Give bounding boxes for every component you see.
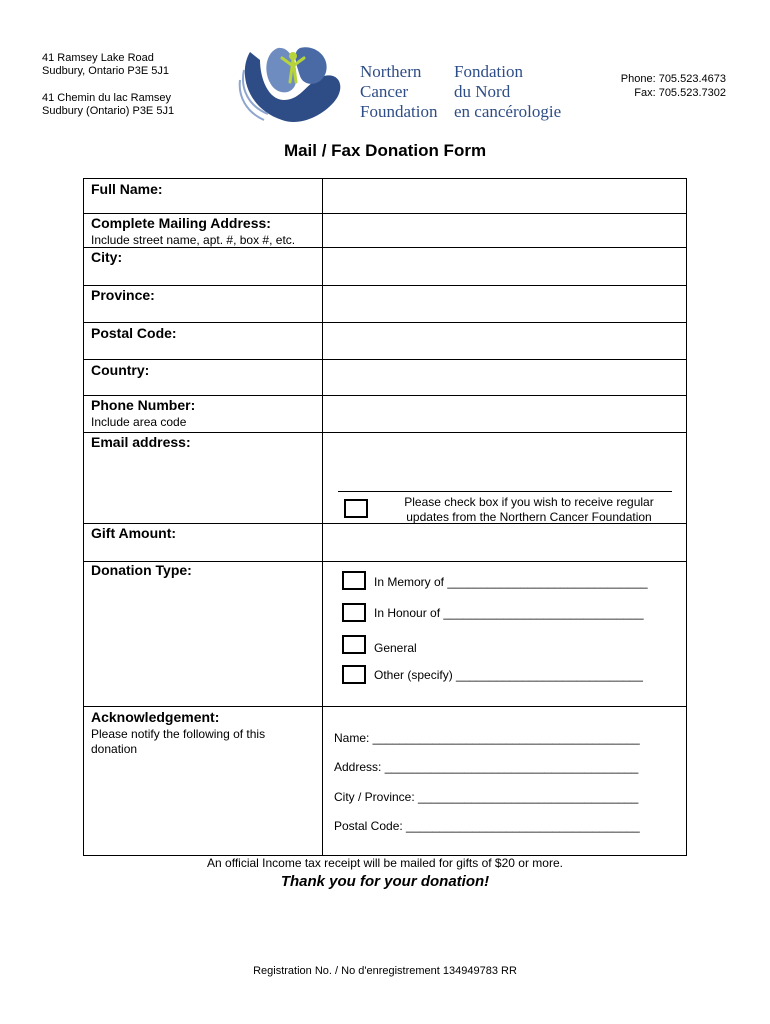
contact-info [621,72,726,100]
general-checkbox[interactable] [342,635,366,654]
general-option: General [374,641,417,655]
logo-french-name [454,62,561,122]
in-honour-option: In Honour of ______________________________ [374,606,644,620]
updates-checkbox[interactable] [344,499,368,518]
logo-word: Northern [360,62,422,81]
acknowledgement-label: Acknowledgement: [91,709,220,725]
gift-amount-label: Gift Amount: [91,525,177,541]
row-divider [84,706,686,707]
address-line: Sudbury (Ontario) P3E 5J1 [42,105,175,117]
mailing-address-field[interactable] [324,214,686,247]
gift-amount-field[interactable] [324,524,686,561]
address-line: 41 Chemin du lac Ramsey [42,92,172,104]
donation-form [83,178,687,856]
logo-word: Fondation [454,62,523,81]
email-field[interactable] [324,433,686,489]
address-line: 41 Ramsey Lake Road [42,52,154,64]
phone-text: Phone: 705.523.4673 [620,73,726,85]
ack-address-field[interactable]: Address: ______________________________________ [334,760,639,774]
email-label: Email address: [91,434,191,450]
logo-word: Foundation [360,102,438,121]
tax-receipt-note: An official Income tax receipt will be mailed for gifts of $20 or more. [207,856,563,870]
page-title: Mail / Fax Donation Form [283,141,487,160]
logo-word: du Nord [454,82,511,101]
column-divider [322,179,323,855]
updates-consent-text: Please check box if you wish to receive regular updates from the Northern Cancer Foundation [404,495,654,524]
thank-you-message: Thank you for your donation! [280,873,490,890]
address-hint: Include street name, apt. #, box #, etc. [91,233,296,247]
logo-english-name [360,62,437,122]
in-memory-checkbox[interactable] [342,571,366,590]
address-line: Sudbury, Ontario P3E 5J1 [42,65,169,77]
country-field[interactable] [324,360,686,395]
country-label: Country: [91,362,150,378]
donation-type-label: Donation Type: [91,562,192,578]
in-memory-option: In Memory of ______________________________ [374,575,648,589]
city-label: City: [91,249,123,265]
email-underline [338,491,672,492]
full-name-field[interactable] [324,179,686,213]
phone-label: Phone Number: [91,397,196,413]
province-label: Province: [91,287,155,303]
fax-text: Fax: 705.523.7302 [634,87,726,99]
other-checkbox[interactable] [342,665,366,684]
ack-name-field[interactable]: Name: ________________________________________ [334,731,640,745]
address-label: Complete Mailing Address: [91,215,271,231]
postal-code-label: Postal Code: [91,325,177,341]
province-field[interactable] [324,286,686,322]
registration-number: Registration No. / No d'enregistrement 134949783 RR [253,965,517,977]
logo-word: en cancérologie [454,102,562,121]
logo-word: Cancer [360,82,409,101]
ack-postal-code-field[interactable]: Postal Code: ___________________________________ [334,819,640,833]
logo-mark-icon [238,42,354,124]
postal-code-field[interactable] [324,323,686,359]
full-name-label: Full Name: [91,181,163,197]
foundation-logo [238,42,568,124]
english-address [42,52,169,78]
other-option: Other (specify) ____________________________ [374,668,643,682]
ack-city-province-field[interactable]: City / Province: _________________________________ [334,790,639,804]
in-honour-checkbox[interactable] [342,603,366,622]
acknowledgement-hint: Please notify the following of this donation [91,727,266,756]
phone-field[interactable] [324,396,686,432]
city-field[interactable] [324,248,686,285]
french-address [42,92,174,118]
phone-hint: Include area code [91,415,187,429]
